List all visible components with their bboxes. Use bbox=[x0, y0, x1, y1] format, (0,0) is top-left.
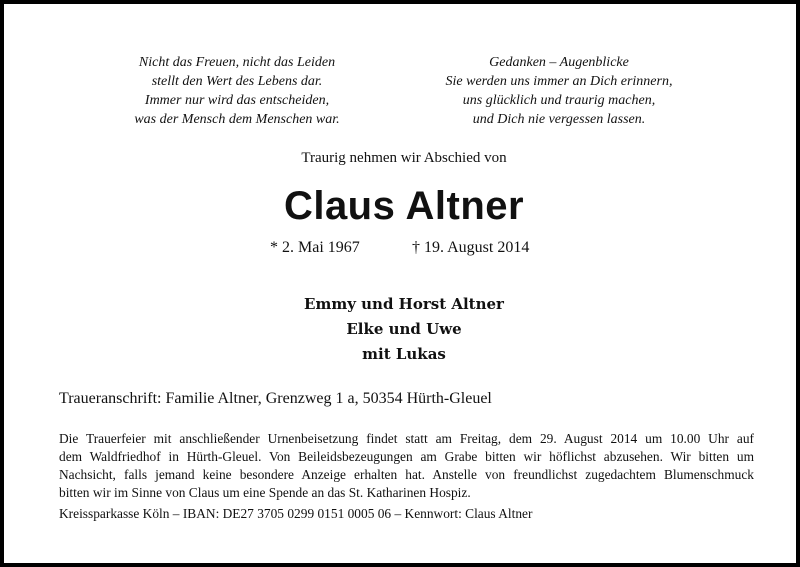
notice-line: Die Trauerfeier mit anschließender Urnenbeisetzung findet statt am Freitag, dem 29. August 2014 um 10.00 Uhr auf bbox=[59, 431, 754, 446]
birth-date: * 2. Mai 1967 bbox=[270, 239, 360, 256]
deceased-name: Claus Altner bbox=[283, 184, 525, 228]
mourner-line: Emmy und Horst Altner bbox=[304, 295, 504, 313]
poem-left-line: Nicht das Freuen, nicht das Leiden bbox=[138, 55, 336, 70]
poem-right-line: Sie werden uns immer an Dich erinnern, bbox=[445, 74, 673, 89]
mourner-line: Elke und Uwe bbox=[346, 320, 462, 338]
intro-text: Traurig nehmen wir Abschied von bbox=[301, 150, 507, 166]
funeral-notice bbox=[59, 430, 754, 502]
poem-left-line: Immer nur wird das entscheiden, bbox=[144, 93, 330, 108]
poem-left bbox=[102, 53, 372, 129]
poem-left-line: was der Mensch dem Menschen war. bbox=[134, 112, 340, 127]
death-date: † 19. August 2014 bbox=[412, 239, 530, 256]
mourner-line: mit Lukas bbox=[362, 345, 446, 363]
mourners-list bbox=[4, 292, 800, 367]
mourning-address: Traueranschrift: Familie Altner, Grenzweg 1 a, 50354 Hürth-Gleuel bbox=[59, 390, 492, 407]
poem-right-line: Gedanken – Augenblicke bbox=[489, 55, 629, 70]
poem-right-line: und Dich nie vergessen lassen. bbox=[472, 112, 646, 127]
notice-line: dem Waldfriedhof in Hürth-Gleuel. Von Beileidsbezeugungen am Grabe bitten wir höflichst abzusehen. Wir bitten um bbox=[59, 449, 754, 464]
poem-right bbox=[424, 53, 694, 129]
notice-line: Nachsicht, falls jemand keine besondere Anzeige erhalten hat. Anstelle von freundlichst zugedachtem Blumenschmuck bbox=[59, 467, 754, 482]
bank-info: Kreissparkasse Köln – IBAN: DE27 3705 0299 0151 0005 06 – Kennwort: Claus Altner bbox=[59, 506, 533, 521]
notice-line: bitten wir im Sinne von Claus um eine Spende an das St. Katharinen Hospiz. bbox=[59, 485, 471, 500]
poem-right-line: uns glücklich und traurig machen, bbox=[462, 93, 656, 108]
poem-left-line: stellt den Wert des Lebens dar. bbox=[151, 74, 323, 89]
